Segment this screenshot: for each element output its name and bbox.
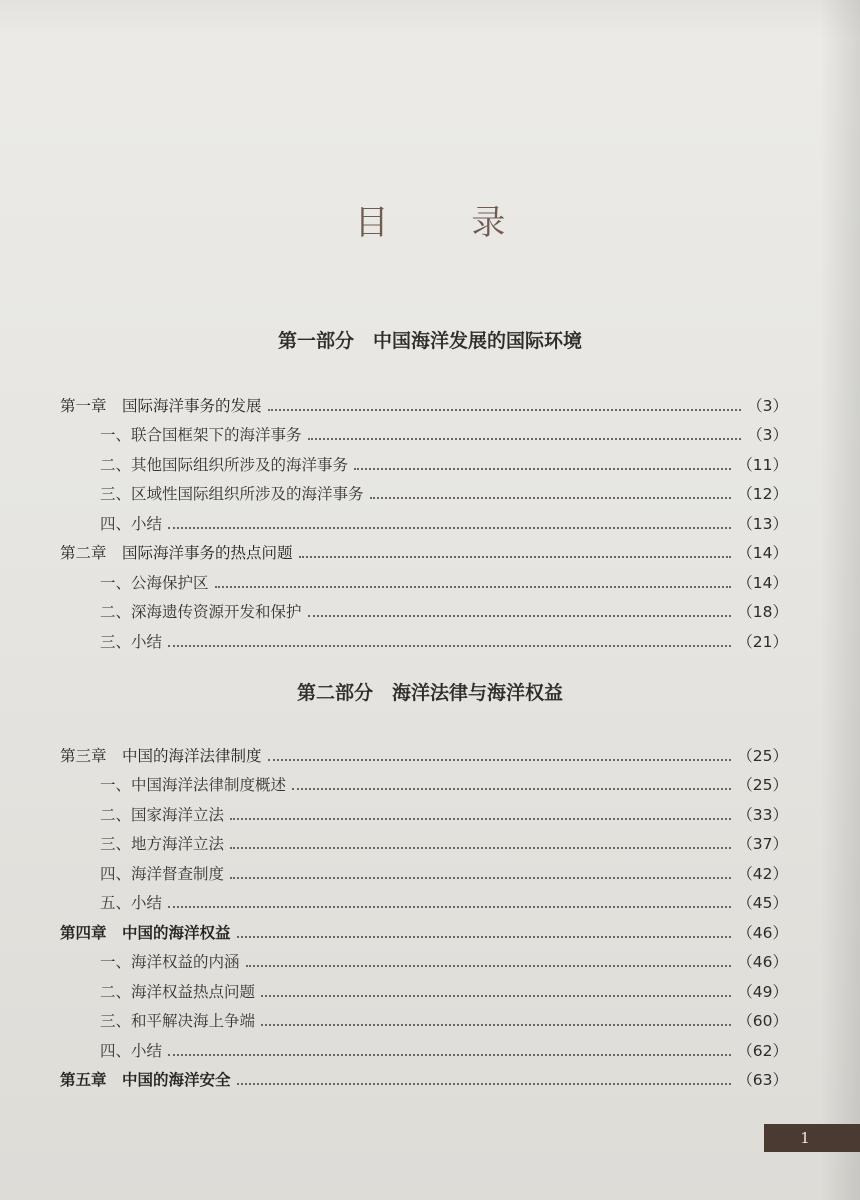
toc-entry-page: （62） [737,1041,788,1060]
toc-entry-page: （21） [737,632,788,651]
dot-leader [168,645,731,647]
toc-entry[interactable] [60,475,788,505]
toc-entry-page: （14） [737,573,788,592]
toc-entry-label: 一、中国海洋法律制度概述 [100,776,287,794]
toc-entry-page: （14） [737,544,788,562]
toc-entry-label: 第四章 中国的海洋权益 [60,923,231,942]
toc-entry-page: （13） [737,514,788,533]
toc-entry[interactable] [60,1061,788,1091]
toc-entry-page: （60） [737,1012,788,1030]
toc-entry-page: （12） [737,485,788,503]
page-number: 1 [800,1129,810,1147]
page-shadow [0,0,860,40]
toc-entry[interactable] [60,943,788,973]
toc-entry[interactable] [60,825,788,855]
dot-leader [292,788,731,790]
toc-entry-page: （11） [737,455,788,474]
dot-leader [230,877,731,879]
toc-entry-label: 一、公海保护区 [100,573,209,592]
toc-entry-page: （33） [737,805,788,824]
toc-entry-page: （3） [747,426,788,444]
toc-list-part-2 [60,736,788,1090]
toc-entry-page: （45） [737,894,788,912]
toc-entry[interactable] [60,504,788,534]
toc-entry[interactable] [60,563,788,593]
toc-entry-label: 二、海洋权益热点问题 [100,982,256,1001]
toc-entry-page: （25） [737,776,788,794]
dot-leader [268,759,732,761]
toc-entry-label: 二、国家海洋立法 [100,805,225,824]
dot-leader [168,1054,731,1056]
page-edge-shadow [820,0,860,1200]
toc-entry[interactable] [60,884,788,914]
dot-leader [354,468,731,470]
toc-entry-label: 三、区域性国际组织所涉及的海洋事务 [100,485,364,503]
part-title-2: 第二部分 海洋法律与海洋权益 [296,682,563,704]
toc-entry-label: 二、深海遗传资源开发和保护 [100,603,302,621]
dot-leader [246,965,732,967]
dot-leader [370,497,732,499]
toc-entry-label: 第五章 中国的海洋安全 [60,1071,231,1089]
toc-entry-page: （25） [737,746,788,765]
toc-entry[interactable] [60,913,788,943]
toc-entry[interactable] [60,534,788,564]
toc-entry[interactable] [60,766,788,796]
toc-entry-label: 第二章 国际海洋事务的热点问题 [60,544,293,562]
toc-entry[interactable] [60,416,788,446]
toc-entry-page: （3） [747,396,788,415]
toc-entry-label: 一、海洋权益的内涵 [100,953,240,971]
dot-leader [237,1083,732,1085]
toc-entry[interactable] [60,1002,788,1032]
toc-list-part-1 [60,386,788,652]
dot-leader [215,586,732,588]
toc-entry[interactable] [60,854,788,884]
toc-entry-page: （46） [737,923,788,942]
dot-leader [230,847,731,849]
dot-leader [308,438,742,440]
toc-entry-label: 四、小结 [100,514,163,533]
dot-leader [168,527,731,529]
toc-entry-label: 三、小结 [100,632,163,651]
dot-leader [261,995,731,997]
toc-entry[interactable] [60,795,788,825]
dot-leader [168,906,731,908]
toc-entry-label: 三、和平解决海上争端 [100,1012,256,1030]
toc-entry-label: 三、地方海洋立法 [100,835,225,853]
toc-entry-page: （18） [737,603,788,621]
page-number-tab [764,1124,860,1152]
toc-entry[interactable] [60,972,788,1002]
toc-entry[interactable] [60,445,788,475]
toc-entry-label: 第一章 国际海洋事务的发展 [60,396,262,415]
toc-entry[interactable] [60,1031,788,1061]
toc-entry-page: （63） [737,1071,788,1089]
toc-entry[interactable] [60,386,788,416]
toc-entry-page: （46） [737,953,788,971]
toc-entry-page: （37） [737,835,788,853]
toc-entry-label: 一、联合国框架下的海洋事务 [100,426,302,444]
toc-entry[interactable] [60,593,788,623]
part-title-1: 第一部分 中国海洋发展的国际环境 [277,330,582,352]
dot-leader [230,818,731,820]
toc-entry-label: 五、小结 [100,894,163,912]
toc-entry[interactable] [60,622,788,652]
toc-entry-label: 四、海洋督查制度 [100,864,225,883]
toc-entry[interactable] [60,736,788,766]
page-title: 目 录 [354,203,542,243]
dot-leader [237,936,732,938]
dot-leader [299,556,732,558]
toc-entry-page: （49） [737,982,788,1001]
toc-entry-page: （42） [737,864,788,883]
dot-leader [268,409,742,411]
toc-entry-label: 第三章 中国的海洋法律制度 [60,746,262,765]
dot-leader [261,1024,731,1026]
toc-entry-label: 二、其他国际组织所涉及的海洋事务 [100,455,349,474]
dot-leader [308,615,732,617]
toc-entry-label: 四、小结 [100,1041,163,1060]
